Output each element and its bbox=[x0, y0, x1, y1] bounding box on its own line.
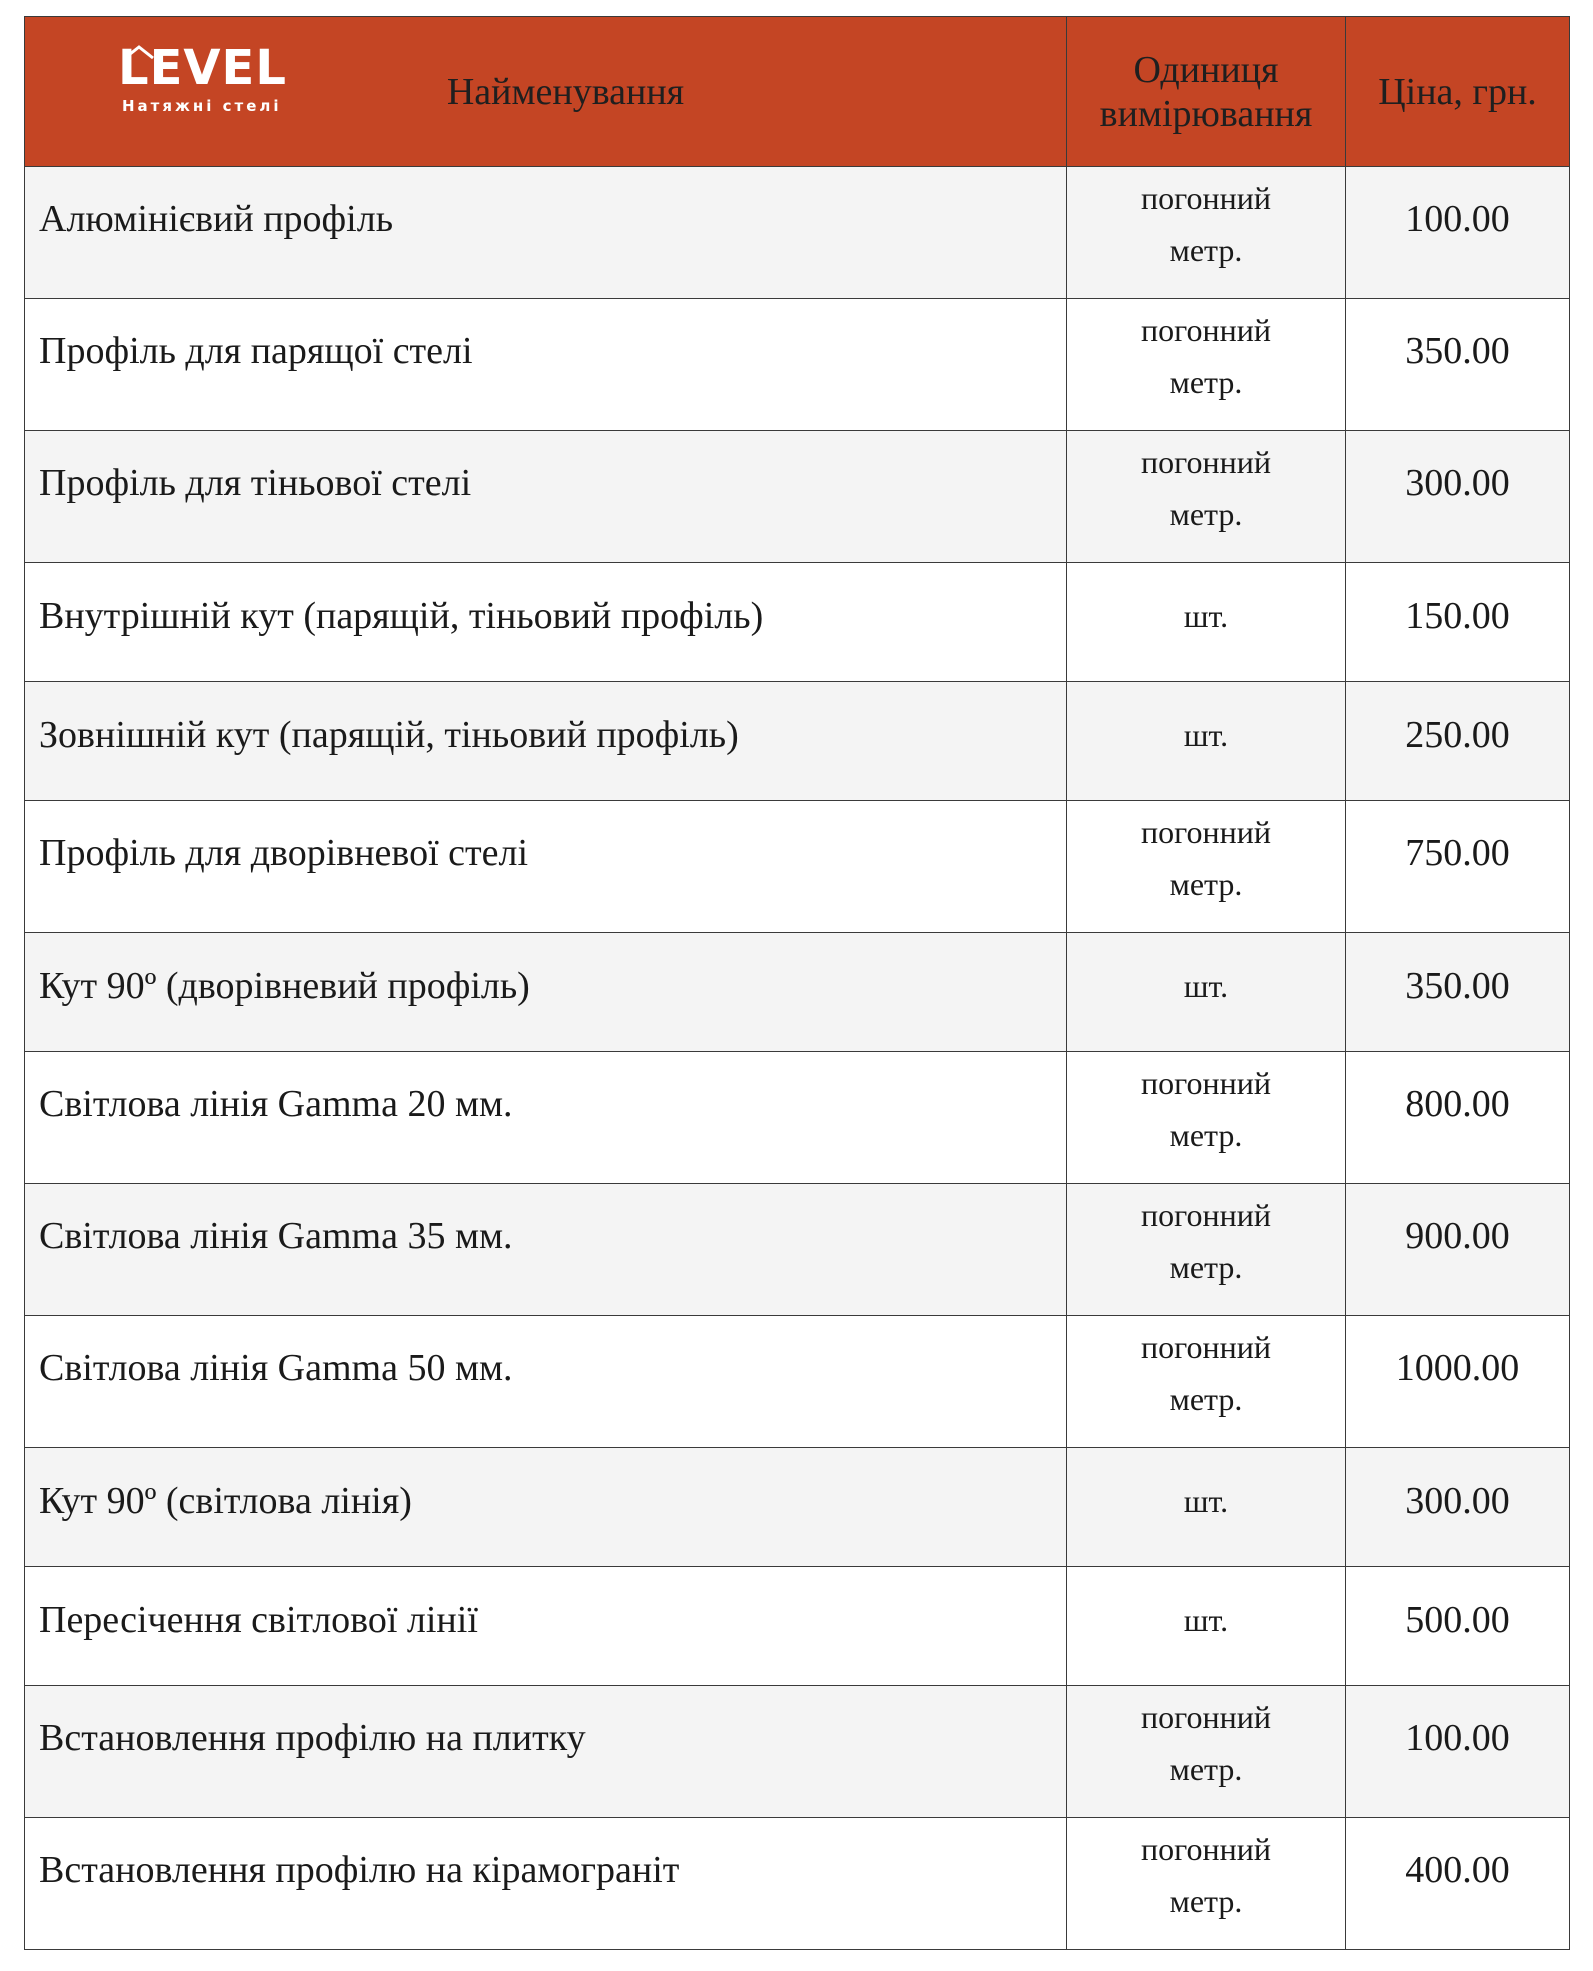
table-row bbox=[25, 1184, 1570, 1316]
item-price: 350.00 bbox=[1346, 299, 1570, 431]
item-name: Світлова лінія Gamma 50 мм. bbox=[25, 1316, 1067, 1448]
item-unit-line1: шт. bbox=[1183, 968, 1229, 1004]
table-row bbox=[25, 1052, 1570, 1184]
item-unit bbox=[1067, 167, 1346, 299]
item-name: Зовнішній кут (парящій, тіньовий профіль) bbox=[25, 682, 1067, 801]
item-price: 100.00 bbox=[1346, 167, 1570, 299]
item-unit bbox=[1067, 1448, 1346, 1567]
table-row bbox=[25, 431, 1570, 563]
logo-wordmark: LEVEL bbox=[118, 40, 287, 96]
item-price: 150.00 bbox=[1346, 563, 1570, 682]
item-name: Світлова лінія Gamma 35 мм. bbox=[25, 1184, 1067, 1316]
header-unit-line2: вимірювання bbox=[1099, 92, 1313, 135]
item-price: 900.00 bbox=[1346, 1184, 1570, 1316]
item-unit-line1: шт. bbox=[1183, 598, 1229, 634]
item-unit bbox=[1067, 1567, 1346, 1686]
item-unit-line1: погонний bbox=[1141, 443, 1271, 480]
item-name: Профіль для тіньової стелі bbox=[25, 431, 1067, 563]
table-row bbox=[25, 801, 1570, 933]
item-unit-line1: погонний bbox=[1141, 813, 1271, 850]
item-unit bbox=[1067, 1052, 1346, 1184]
table-row bbox=[25, 682, 1570, 801]
item-unit bbox=[1067, 801, 1346, 933]
item-name: Кут 90º (дворівневий профіль) bbox=[25, 933, 1067, 1052]
item-unit bbox=[1067, 682, 1346, 801]
item-unit-line1: погонний bbox=[1141, 1328, 1271, 1365]
item-unit-line1: погонний bbox=[1141, 1064, 1271, 1101]
header-unit-line1: Одиниця bbox=[1133, 48, 1279, 91]
item-unit-line1: шт. bbox=[1183, 1602, 1229, 1638]
item-price: 100.00 bbox=[1346, 1686, 1570, 1818]
item-price: 350.00 bbox=[1346, 933, 1570, 1052]
item-price: 1000.00 bbox=[1346, 1316, 1570, 1448]
table-row bbox=[25, 1567, 1570, 1686]
table-body bbox=[25, 167, 1570, 1950]
item-unit-line1: шт. bbox=[1183, 717, 1229, 753]
item-price: 250.00 bbox=[1346, 682, 1570, 801]
item-unit bbox=[1067, 1316, 1346, 1448]
item-name: Пересічення світлової лінії bbox=[25, 1567, 1067, 1686]
table-row bbox=[25, 1316, 1570, 1448]
item-price: 300.00 bbox=[1346, 431, 1570, 563]
item-unit-line1: погонний bbox=[1141, 311, 1271, 348]
table-row bbox=[25, 1686, 1570, 1818]
header-price: Ціна, грн. bbox=[1378, 70, 1537, 113]
item-unit-line2: метр. bbox=[1169, 231, 1243, 268]
item-unit-line2: метр. bbox=[1169, 1380, 1243, 1417]
item-name: Алюмінієвий профіль bbox=[25, 167, 1067, 299]
table-row bbox=[25, 933, 1570, 1052]
item-unit bbox=[1067, 933, 1346, 1052]
logo-tagline: Натяжні стелі bbox=[122, 97, 282, 115]
item-unit bbox=[1067, 563, 1346, 682]
item-name: Внутрішній кут (парящій, тіньовий профіль) bbox=[25, 563, 1067, 682]
item-price: 400.00 bbox=[1346, 1818, 1570, 1950]
item-name: Встановлення профілю на кірамограніт bbox=[25, 1818, 1067, 1950]
item-unit bbox=[1067, 1818, 1346, 1950]
table-row bbox=[25, 563, 1570, 682]
table-header-row bbox=[25, 17, 1570, 167]
table-row bbox=[25, 1448, 1570, 1567]
item-name: Світлова лінія Gamma 20 мм. bbox=[25, 1052, 1067, 1184]
table-row bbox=[25, 167, 1570, 299]
item-unit-line2: метр. bbox=[1169, 1248, 1243, 1285]
item-unit-line1: погонний bbox=[1141, 179, 1271, 216]
item-unit bbox=[1067, 1184, 1346, 1316]
item-name: Встановлення профілю на плитку bbox=[25, 1686, 1067, 1818]
item-unit-line2: метр. bbox=[1169, 495, 1243, 532]
item-unit-line2: метр. bbox=[1169, 1116, 1243, 1153]
item-unit-line2: метр. bbox=[1169, 1882, 1243, 1919]
item-unit-line1: шт. bbox=[1183, 1483, 1229, 1519]
item-unit-line2: метр. bbox=[1169, 1750, 1243, 1787]
item-name: Профіль для парящої стелі bbox=[25, 299, 1067, 431]
item-name: Кут 90º (світлова лінія) bbox=[25, 1448, 1067, 1567]
header-name-cell bbox=[25, 17, 1067, 167]
item-price: 500.00 bbox=[1346, 1567, 1570, 1686]
item-unit bbox=[1067, 299, 1346, 431]
item-unit bbox=[1067, 431, 1346, 563]
item-price: 300.00 bbox=[1346, 1448, 1570, 1567]
header-unit-cell bbox=[1067, 17, 1346, 167]
item-price: 750.00 bbox=[1346, 801, 1570, 933]
item-price: 800.00 bbox=[1346, 1052, 1570, 1184]
item-unit-line1: погонний bbox=[1141, 1830, 1271, 1867]
item-unit-line1: погонний bbox=[1141, 1698, 1271, 1735]
level-logo bbox=[118, 40, 298, 123]
item-unit-line2: метр. bbox=[1169, 363, 1243, 400]
item-unit-line1: погонний bbox=[1141, 1196, 1271, 1233]
item-unit-line2: метр. bbox=[1169, 865, 1243, 902]
header-name: Найменування bbox=[446, 70, 685, 113]
item-unit bbox=[1067, 1686, 1346, 1818]
price-table bbox=[24, 16, 1570, 1950]
header-price-cell bbox=[1346, 17, 1570, 167]
table-row bbox=[25, 299, 1570, 431]
item-name: Профіль для дворівневої стелі bbox=[25, 801, 1067, 933]
table-row bbox=[25, 1818, 1570, 1950]
